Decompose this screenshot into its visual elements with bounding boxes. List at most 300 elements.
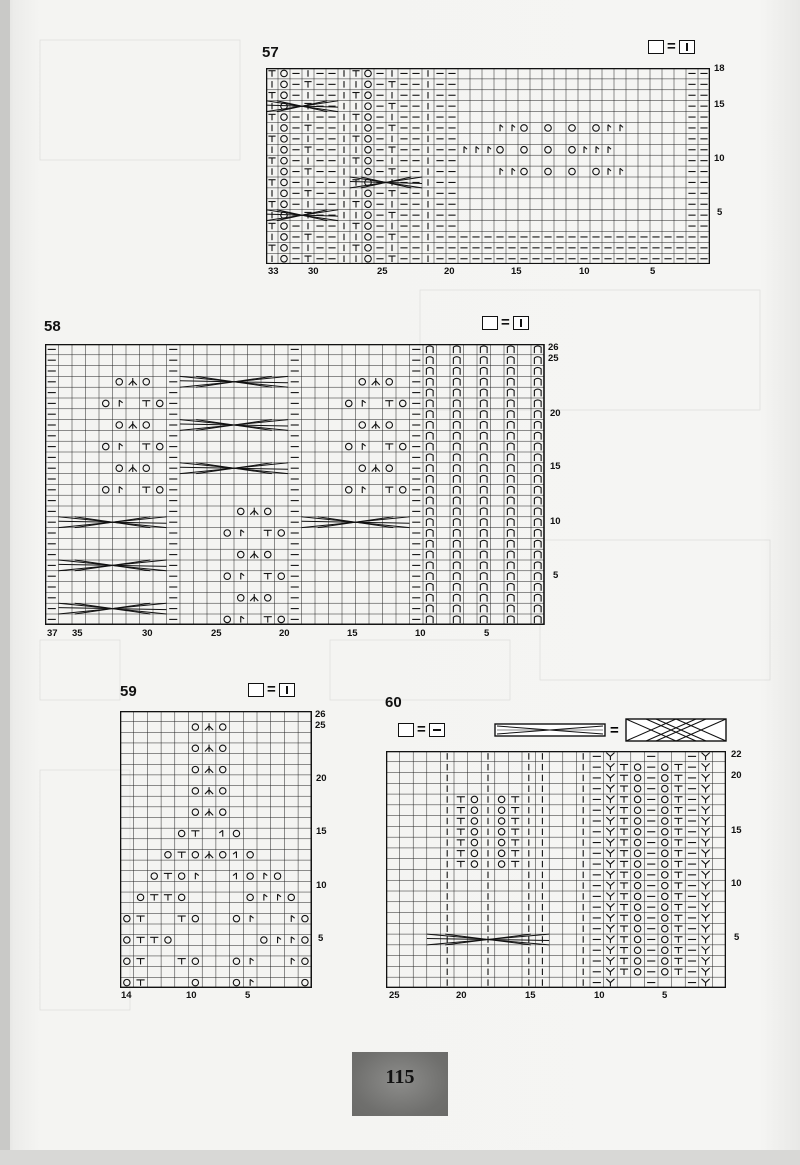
stitch-symbol-Q	[507, 616, 514, 623]
stitch-symbol-A	[372, 464, 380, 472]
stitch-symbol-V	[606, 753, 614, 761]
stitch-symbol-V	[606, 936, 614, 944]
chart-59-title: 59	[120, 683, 137, 700]
stitch-symbol-Q	[534, 605, 541, 612]
stitch-symbol-Q	[534, 367, 541, 374]
stitch-symbol-Q	[507, 367, 514, 374]
stitch-symbol-Q	[480, 454, 487, 461]
stitch-symbol-O	[165, 937, 171, 943]
stitch-symbol-O	[365, 157, 372, 164]
chart-59-row-26: 26	[315, 709, 326, 720]
page-bottom-edge	[0, 1150, 800, 1165]
stitch-symbol-Q	[426, 400, 433, 407]
stitch-symbol-Q	[507, 551, 514, 558]
stitch-symbol-T	[457, 818, 465, 824]
stitch-symbol-T	[268, 93, 275, 99]
stitch-symbol-O	[278, 616, 284, 622]
stitch-symbol-Q	[453, 583, 460, 590]
stitch-symbol-O	[365, 114, 372, 121]
stitch-symbol-Q	[480, 443, 487, 450]
stitch-symbol-Q	[507, 454, 514, 461]
stitch-symbol-O	[634, 764, 640, 770]
stitch-symbol-T	[268, 202, 275, 208]
stitch-symbol-Q	[507, 562, 514, 569]
chart-59-row-5: 5	[318, 933, 324, 944]
stitch-symbol-Q	[426, 529, 433, 536]
stitch-symbol-T	[136, 959, 144, 965]
stitch-symbol-T	[304, 82, 311, 88]
stitch-symbol-O	[247, 873, 253, 879]
stitch-symbol-O	[365, 245, 372, 252]
stitch-symbol-O	[265, 595, 271, 601]
stitch-symbol-O	[634, 872, 640, 878]
stitch-symbol-O	[471, 829, 477, 835]
stitch-symbol-O	[634, 850, 640, 856]
stitch-symbol-O	[365, 146, 372, 153]
stitch-symbol-Q	[480, 421, 487, 428]
chart-58-col-30: 30	[142, 628, 153, 639]
stitch-symbol-Q	[507, 497, 514, 504]
stitch-symbol-O	[238, 595, 244, 601]
stitch-symbol-Q	[534, 432, 541, 439]
stitch-symbol-T	[620, 926, 628, 932]
stitch-symbol-A	[372, 421, 380, 429]
stitch-symbol-Q	[507, 519, 514, 526]
stitch-symbol-V	[606, 903, 614, 911]
stitch-symbol-O	[569, 125, 576, 132]
stitch-symbol-O	[143, 379, 149, 385]
stitch-symbol-Q	[507, 486, 514, 493]
legend-purl-dash-icon	[429, 723, 445, 737]
stitch-symbol-O	[634, 904, 640, 910]
chart-58-col-35: 35	[72, 628, 83, 639]
stitch-symbol-O	[634, 958, 640, 964]
stitch-symbol-T	[268, 136, 275, 142]
stitch-symbol-Q	[507, 378, 514, 385]
stitch-symbol-Q	[534, 443, 541, 450]
stitch-symbol-O	[281, 168, 288, 175]
stitch-symbol-T	[142, 401, 150, 407]
stitch-symbol-O	[238, 508, 244, 514]
stitch-symbol-Q	[534, 357, 541, 364]
stitch-symbol-T	[620, 829, 628, 835]
stitch-symbol-V	[606, 871, 614, 879]
stitch-symbol-O	[498, 850, 504, 856]
stitch-symbol-V	[702, 785, 710, 793]
stitch-symbol-O	[274, 873, 280, 879]
stitch-symbol-Q	[507, 573, 514, 580]
stitch-symbol-Q	[480, 551, 487, 558]
stitch-symbol-T	[674, 937, 682, 943]
stitch-symbol-T	[511, 851, 519, 857]
chart-58-col-10: 10	[415, 628, 426, 639]
stitch-symbol-Q	[507, 421, 514, 428]
stitch-symbol-T	[352, 136, 359, 142]
stitch-symbol-O	[281, 234, 288, 241]
stitch-symbol-T	[304, 125, 311, 131]
page-gutter-shadow	[0, 0, 10, 1165]
stitch-symbol-Q	[453, 519, 460, 526]
chart-58-grid	[45, 344, 545, 625]
chart-58-legend	[482, 316, 529, 330]
stitch-symbol-O	[497, 146, 504, 153]
chart-58-row-25: 25	[548, 353, 559, 364]
stitch-symbol-O	[471, 839, 477, 845]
stitch-symbol-T	[620, 764, 628, 770]
stitch-symbol-Q	[534, 475, 541, 482]
legend-equals: =	[501, 314, 510, 331]
stitch-symbol-O	[662, 839, 668, 845]
stitch-symbol-Q	[534, 497, 541, 504]
stitch-symbol-Q	[426, 389, 433, 396]
stitch-symbol-O	[569, 146, 576, 153]
stitch-symbol-T	[191, 831, 199, 837]
stitch-symbol-O	[103, 400, 109, 406]
stitch-symbol-T	[178, 959, 186, 965]
stitch-symbol-Q	[534, 389, 541, 396]
stitch-symbol-O	[224, 573, 230, 579]
stitch-symbol-V	[702, 979, 710, 987]
stitch-symbol-V	[606, 763, 614, 771]
stitch-symbol-O	[471, 861, 477, 867]
stitch-symbol-T	[164, 873, 172, 879]
stitch-symbol-Q	[453, 486, 460, 493]
stitch-symbol-Q	[534, 540, 541, 547]
stitch-symbol-A	[205, 851, 213, 858]
stitch-symbol-T	[457, 861, 465, 867]
stitch-symbol-T	[674, 818, 682, 824]
stitch-symbol-O	[471, 850, 477, 856]
stitch-symbol-O	[365, 212, 372, 219]
stitch-symbol-V	[702, 796, 710, 804]
legend-equals: =	[267, 681, 276, 698]
stitch-symbol-T	[304, 169, 311, 175]
stitch-symbol-Q	[480, 540, 487, 547]
stitch-symbol-Q	[480, 519, 487, 526]
chart-57-title: 57	[262, 44, 279, 61]
chart-58-col-20: 20	[279, 628, 290, 639]
stitch-symbol-V	[606, 893, 614, 901]
stitch-symbol-Q	[426, 562, 433, 569]
chart-60-row-22: 22	[731, 749, 742, 760]
stitch-symbol-T	[674, 894, 682, 900]
stitch-symbol-O	[662, 969, 668, 975]
stitch-symbol-O	[281, 201, 288, 208]
stitch-symbol-Q	[534, 594, 541, 601]
stitch-symbol-O	[593, 168, 600, 175]
stitch-symbol-R	[362, 400, 365, 406]
chart-58-row-15: 15	[550, 461, 561, 472]
chart-57-col-15: 15	[511, 266, 522, 277]
stitch-symbol-Q	[480, 497, 487, 504]
stitch-symbol-T	[136, 937, 144, 943]
stitch-symbol-Q	[426, 475, 433, 482]
legend-equals: =	[417, 721, 426, 738]
stitch-symbol-O	[192, 915, 198, 921]
stitch-symbol-Q	[453, 529, 460, 536]
stitch-symbol-Q	[534, 551, 541, 558]
chart-57-col-5: 5	[650, 266, 656, 277]
stitch-symbol-A	[129, 464, 137, 472]
stitch-symbol-R	[264, 873, 267, 879]
stitch-symbol-V	[702, 850, 710, 858]
stitch-symbol-O	[233, 958, 239, 964]
stitch-symbol-O	[247, 894, 253, 900]
stitch-symbol-T	[352, 180, 359, 186]
stitch-symbol-T	[268, 71, 275, 77]
stitch-symbol-T	[674, 775, 682, 781]
stitch-symbol-A	[205, 787, 213, 794]
stitch-symbol-O	[220, 852, 226, 858]
stitch-symbol-O	[165, 852, 171, 858]
stitch-symbol-T	[620, 808, 628, 814]
stitch-symbol-Q	[453, 594, 460, 601]
stitch-symbol-T	[511, 797, 519, 803]
stitch-symbol-T	[388, 234, 395, 240]
stitch-symbol-R	[362, 443, 365, 449]
stitch-symbol-T	[457, 840, 465, 846]
stitch-symbol-V	[702, 817, 710, 825]
stitch-symbol-Q	[534, 616, 541, 623]
stitch-symbol-O	[359, 465, 365, 471]
stitch-symbol-T	[304, 256, 311, 262]
stitch-symbol-Q	[453, 551, 460, 558]
stitch-symbol-Q	[426, 378, 433, 385]
stitch-symbol-T	[620, 818, 628, 824]
stitch-symbol-Q	[453, 497, 460, 504]
stitch-symbol-R	[241, 530, 244, 536]
chart-60-col-5: 5	[662, 990, 668, 1001]
stitch-symbol-O	[178, 830, 184, 836]
stitch-symbol-Q	[534, 400, 541, 407]
stitch-symbol-R	[241, 616, 244, 622]
stitch-symbol-Q	[453, 605, 460, 612]
stitch-symbol-R	[512, 168, 515, 175]
chart-60-row-15: 15	[731, 825, 742, 836]
stitch-symbol-R	[476, 146, 479, 153]
stitch-symbol-O	[634, 807, 640, 813]
stitch-symbol-R	[291, 915, 294, 921]
stitch-symbol-Q	[480, 573, 487, 580]
stitch-symbol-O	[346, 400, 352, 406]
stitch-symbol-Q	[507, 432, 514, 439]
stitch-symbol-Q	[480, 389, 487, 396]
chart-57-row-18: 18	[714, 63, 725, 74]
stitch-symbol-O	[116, 379, 122, 385]
chart-57-col-20: 20	[444, 266, 455, 277]
stitch-symbol-O	[178, 894, 184, 900]
stitch-symbol-Q	[426, 519, 433, 526]
stitch-symbol-Q	[480, 605, 487, 612]
stitch-symbol-O	[224, 530, 230, 536]
stitch-symbol-A	[250, 551, 258, 559]
stitch-symbol-Q	[453, 367, 460, 374]
stitch-symbol-T	[457, 829, 465, 835]
stitch-symbol-O	[143, 422, 149, 428]
stitch-symbol-V	[702, 946, 710, 954]
stitch-symbol-T	[385, 401, 393, 407]
chart-57-legend	[648, 40, 695, 54]
stitch-symbol-Q	[426, 411, 433, 418]
chart-58-col-5: 5	[484, 628, 490, 639]
stitch-symbol-Q	[453, 378, 460, 385]
stitch-symbol-Q	[480, 367, 487, 374]
stitch-symbol-O	[265, 551, 271, 557]
stitch-symbol-O	[662, 764, 668, 770]
stitch-symbol-Q	[534, 378, 541, 385]
stitch-symbol-Q	[534, 411, 541, 418]
stitch-symbol-O	[365, 103, 372, 110]
stitch-symbol-T	[352, 114, 359, 120]
stitch-symbol-T	[268, 245, 275, 251]
stitch-symbol-Q	[507, 605, 514, 612]
stitch-symbol-R	[584, 146, 587, 153]
stitch-symbol-V	[606, 806, 614, 814]
stitch-symbol-T	[178, 916, 186, 922]
legend-blank-square-icon	[398, 723, 414, 737]
stitch-symbol-O	[233, 830, 239, 836]
stitch-symbol-T	[264, 574, 272, 580]
stitch-symbol-O	[662, 893, 668, 899]
stitch-symbol-Q	[426, 540, 433, 547]
stitch-symbol-Q	[453, 443, 460, 450]
stitch-symbol-R	[264, 894, 267, 900]
stitch-symbol-Q	[480, 508, 487, 515]
stitch-symbol-A	[250, 508, 258, 516]
stitch-symbol-T	[620, 904, 628, 910]
stitch-symbol-Q	[426, 605, 433, 612]
stitch-symbol-A	[205, 808, 213, 815]
stitch-symbol-Q	[426, 443, 433, 450]
stitch-symbol-O	[634, 818, 640, 824]
stitch-symbol-T	[457, 851, 465, 857]
stitch-symbol-T	[150, 895, 158, 901]
stitch-symbol-O	[365, 136, 372, 143]
stitch-symbol-O	[281, 136, 288, 143]
stitch-symbol-T	[136, 980, 144, 986]
stitch-symbol-Q	[480, 486, 487, 493]
stitch-symbol-O	[220, 745, 226, 751]
stitch-symbol-Q	[426, 594, 433, 601]
stitch-symbol-T	[268, 114, 275, 120]
stitch-symbol-O	[498, 807, 504, 813]
stitch-symbol-O	[634, 775, 640, 781]
stitch-symbol-O	[365, 92, 372, 99]
stitch-symbol-Q	[453, 411, 460, 418]
stitch-symbol-R	[291, 937, 294, 943]
stitch-symbol-R	[620, 168, 623, 175]
chart-60-title: 60	[385, 694, 402, 711]
stitch-symbol-Q	[507, 346, 514, 353]
stitch-symbol-T	[388, 191, 395, 197]
chart-58-col-25: 25	[211, 628, 222, 639]
chart-59-row-15: 15	[316, 826, 327, 837]
stitch-symbol-O	[103, 443, 109, 449]
stitch-symbol-O	[498, 829, 504, 835]
stitch-symbol-O	[662, 850, 668, 856]
stitch-symbol-O	[278, 530, 284, 536]
stitch-symbol-A	[372, 378, 380, 386]
stitch-symbol-T	[620, 969, 628, 975]
stitch-symbol-Q	[507, 465, 514, 472]
chart-58-row-5: 5	[553, 570, 559, 581]
stitch-symbol-O	[192, 852, 198, 858]
chart-60-row-5: 5	[734, 932, 740, 943]
stitch-symbol-O	[302, 979, 308, 985]
stitch-symbol-O	[346, 443, 352, 449]
stitch-symbol-T	[674, 808, 682, 814]
stitch-symbol-Q	[507, 508, 514, 515]
stitch-symbol-T	[388, 147, 395, 153]
stitch-symbol-T	[264, 617, 272, 623]
stitch-symbol-T	[150, 937, 158, 943]
stitch-symbol-O	[662, 807, 668, 813]
stitch-symbol-V	[702, 936, 710, 944]
chart-60-col-15: 15	[525, 990, 536, 1001]
stitch-symbol-Q	[426, 346, 433, 353]
stitch-symbol-O	[124, 937, 130, 943]
stitch-symbol-V	[702, 871, 710, 879]
stitch-symbol-O	[137, 894, 143, 900]
stitch-symbol-R	[608, 168, 611, 175]
stitch-symbol-V	[702, 882, 710, 890]
stitch-symbol-Q	[426, 465, 433, 472]
stitch-symbol-O	[365, 81, 372, 88]
stitch-symbol-T	[388, 169, 395, 175]
stitch-symbol-O	[151, 873, 157, 879]
stitch-symbol-Q	[534, 465, 541, 472]
stitch-symbol-O	[224, 616, 230, 622]
chart-58-col-15: 15	[347, 628, 358, 639]
stitch-symbol-O	[498, 818, 504, 824]
stitch-symbol-V	[702, 903, 710, 911]
chart-58-row-10: 10	[550, 516, 561, 527]
stitch-symbol-T	[674, 861, 682, 867]
stitch-symbol-Q	[534, 454, 541, 461]
stitch-symbol-O	[281, 70, 288, 77]
stitch-symbol-Q	[534, 529, 541, 536]
chart-60-col-10: 10	[594, 990, 605, 1001]
stitch-symbol-O	[192, 958, 198, 964]
chart-59-legend	[248, 683, 295, 697]
stitch-symbol-O	[365, 70, 372, 77]
stitch-symbol-T	[136, 916, 144, 922]
stitch-symbol-T	[511, 829, 519, 835]
stitch-symbol-T	[620, 872, 628, 878]
legend-knit-bar-icon	[679, 40, 695, 54]
stitch-symbol-T	[304, 234, 311, 240]
stitch-symbol-Q	[507, 389, 514, 396]
stitch-symbol-O	[386, 379, 392, 385]
stitch-symbol-R	[119, 487, 122, 493]
stitch-symbol-O	[281, 255, 288, 262]
stitch-symbol-T	[388, 256, 395, 262]
stitch-symbol-O	[365, 190, 372, 197]
stitch-symbol-O	[302, 915, 308, 921]
chart-57-col-10: 10	[579, 266, 590, 277]
stitch-symbol-Q	[426, 497, 433, 504]
stitch-symbol-T	[620, 775, 628, 781]
stitch-symbol-V	[606, 828, 614, 836]
stitch-symbol-O	[662, 915, 668, 921]
stitch-symbol-V	[606, 850, 614, 858]
stitch-symbol-O	[116, 465, 122, 471]
stitch-symbol-O	[662, 958, 668, 964]
stitch-symbol-O	[365, 201, 372, 208]
stitch-symbol-Q	[507, 540, 514, 547]
stitch-symbol-R	[620, 125, 623, 132]
stitch-symbol-V	[702, 806, 710, 814]
